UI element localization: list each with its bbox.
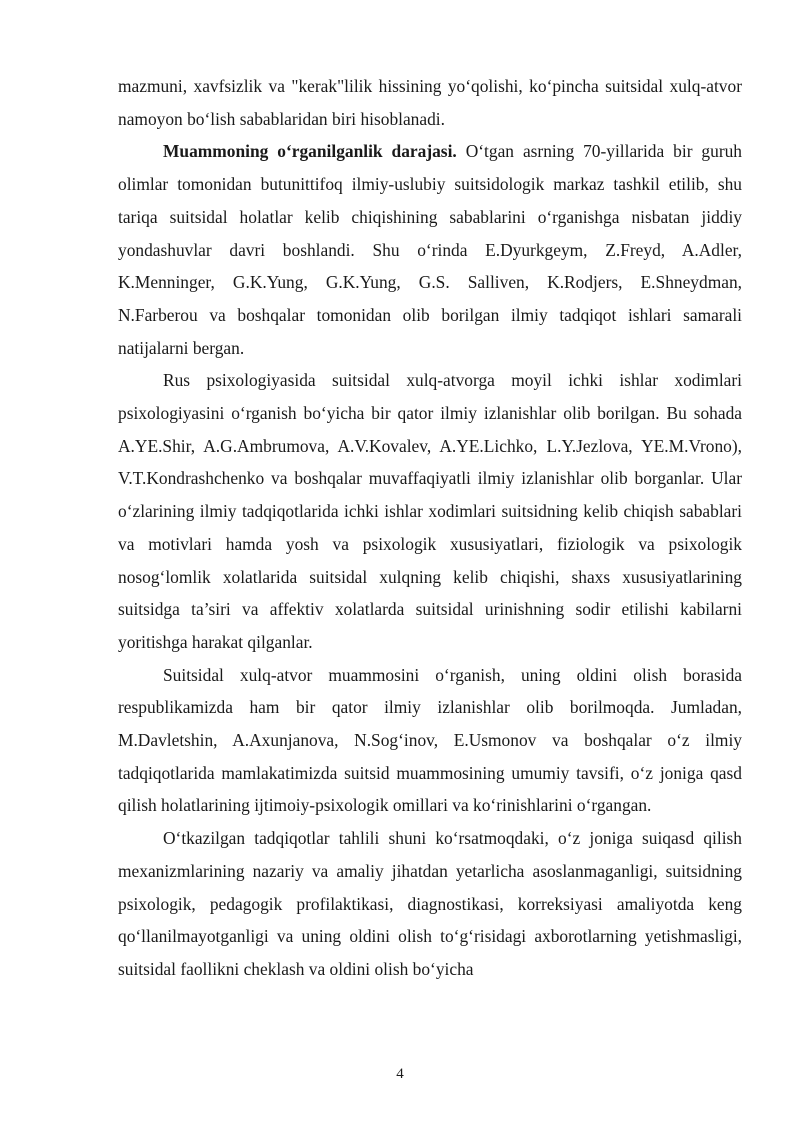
- paragraph-continuation: [118, 70, 742, 135]
- section-heading: Muammoning o‘rganilganlik darajasi.: [163, 141, 457, 162]
- paragraph-national-research: [118, 659, 742, 823]
- paragraph-text: mazmuni, xavfsizlik va "kerak"lilik hissining yo‘qolishi, ko‘pincha suitsidal xulq-atvor namoyon bo‘lish sabablaridan biri hisoblanadi.: [118, 76, 742, 129]
- paragraph-russian-psychology: [118, 364, 742, 658]
- paragraph-analysis: [118, 822, 742, 986]
- paragraph-text: O‘tkazilgan tadqiqotlar tahlili shuni ko‘rsatmoqdaki, o‘z joniga suiqasd qilish mexanizmlarining nazariy va amaliy jihatdan yetarlicha asoslanmaganligi, suitsidning psixologik, pedagogik profilaktikasi, diagnostikasi, korreksiyasi amaliyotda keng qo‘llanilmayotganligi va uning oldini olish to‘g‘risidagi axborotlarning yetishmasligi, suitsidal faollikni cheklash va oldini olish bo‘yicha: [118, 828, 742, 979]
- paragraph-text: O‘tgan asrning 70-yillarida bir guruh olimlar tomonidan butunittifoq ilmiy-uslubiy suitsidologik markaz tashkil etilib, shu tariqa suitsidal holatlar kelib chiqishining sabablarini o‘rganishga nisbatan jiddiy yondashuvlar davri boshlandi. Shu o‘rinda E.Dyurkgeym, Z.Freyd, A.Adler, K.Menninger, G.K.Yung, G.K.Yung, G.S. Salliven, K.Rodjers, E.Shneydman, N.Farberou va boshqalar tomonidan olib borilgan ilmiy tadqiqot ishlari samarali natijalarni bergan.: [118, 141, 743, 358]
- paragraph-text: Rus psixologiyasida suitsidal xulq-atvorga moyil ichki ishlar xodimlari psixologiyasini o‘rganish bo‘yicha bir qator ilmiy izlanishlar olib borilgan. Bu sohada A.YE.Shir, A.G.Ambrumova, A.V.Kovalev, A.YE.Lichko, L.Y.Jezlova, YE.M.Vrono), V.T.Kondrashchenko va boshqalar muvaffaqiyatli ilmiy izlanishlar olib borganlar. Ular o‘zlarining ilmiy tadqiqotlarida ichki ishlar xodimlari suitsidning kelib chiqish sabablari va motivlari hamda yosh va psixologik xususiyatlari, fiziologik va psixologik nosog‘lomlik xolatlarida suitsidal xulqning kelib chiqishi, shaxs xususiyatlarining suitsidga ta’siri va affektiv xolatlarda suitsidal urinishning sodir etilishi kabilarni yoritishga harakat qilganlar.: [118, 370, 742, 652]
- page-number: 4: [396, 1066, 404, 1082]
- paragraph-text: Suitsidal xulq-atvor muammosini o‘rganish, uning oldini olish borasida respublikamizda ham bir qator ilmiy izlanishlar olib borilmoqda. Jumladan, M.Davletshin, A.Axunjanova, N.Sog‘inov, E.Usmonov va boshqalar o‘z ilmiy tadqiqotlarida mamlakatimizda suitsid muammosining umumiy tavsifi, o‘z joniga qasd qilish holatlarining ijtimoiy-psixologik omillari va ko‘rinishlarini o‘rgangan.: [118, 664, 742, 816]
- paragraph-research-level: [118, 135, 742, 364]
- document-page: [118, 70, 742, 986]
